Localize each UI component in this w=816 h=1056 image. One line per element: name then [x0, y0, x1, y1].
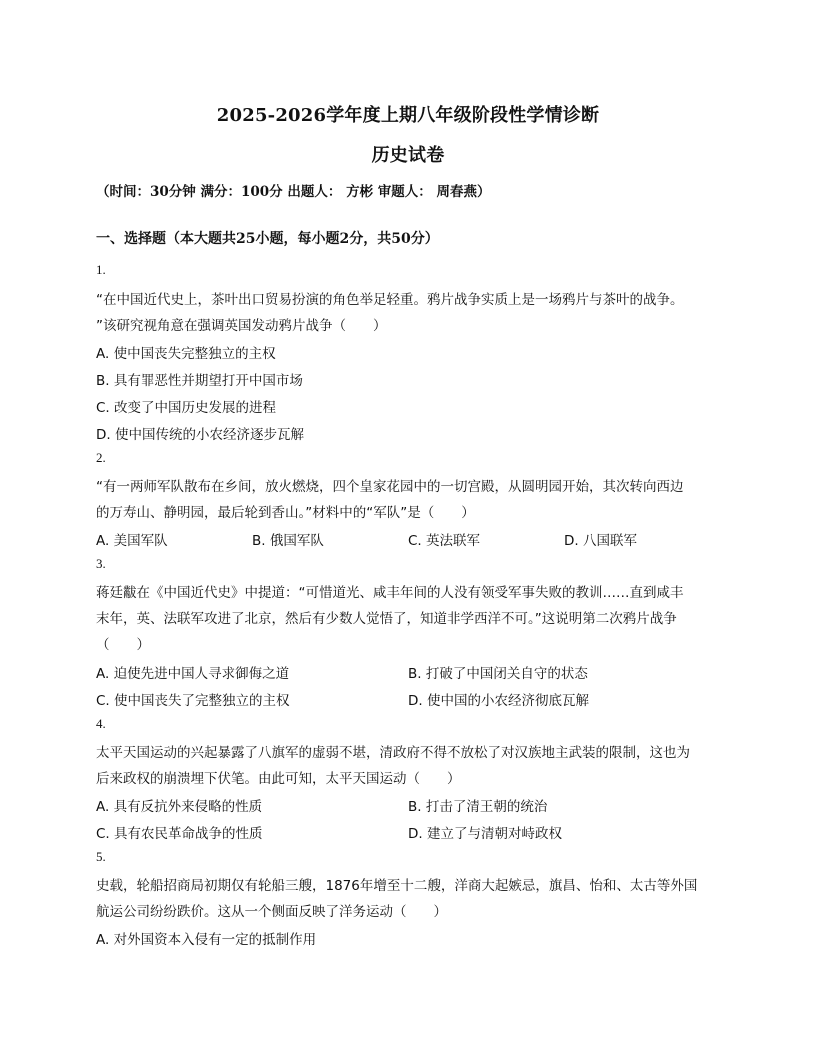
- question-number: 5.: [96, 849, 106, 864]
- question-stem-line: 后来政权的崩溃埋下伏笔。由此可知，太平天国运动（ ）: [96, 771, 461, 787]
- question-stem-line: 史载，轮船招商局初期仅有轮船三艘，1876年增至十二艘，洋商大起嫉忌，旗昌、怡和、太古等外国: [96, 878, 698, 894]
- question-number: 1.: [96, 262, 106, 277]
- question-stem-line: 末年，英、法联军攻进了北京，然后有少数人觉悟了，知道非学西洋不可。”这说明第二次鸦片战争: [96, 611, 677, 627]
- question-stem-line: “在中国近代史上，茶叶出口贸易扮演的角色举足轻重。鸦片战争实质上是一场鸦片与茶叶的战争。: [96, 292, 684, 308]
- exam-subject: 历史试卷: [371, 145, 445, 166]
- question-number: 3.: [96, 556, 106, 571]
- question-stem-line: 的万寿山、静明园，最后轮到香山。”材料中的“军队”是（ ）: [96, 505, 475, 521]
- option-c[interactable]: C. 改变了中国历史发展的进程: [96, 400, 277, 416]
- option-a[interactable]: A. 美国军队: [96, 533, 168, 549]
- option-b[interactable]: B. 打击了清王朝的统治: [408, 799, 548, 815]
- question-stem-line: 蒋廷黻在《中国近代史》中提道：“可惜道光、咸丰年间的人没有领受军事失败的教训……直到咸丰: [96, 585, 684, 601]
- option-d[interactable]: D. 八国联军: [564, 533, 637, 549]
- exam-meta: （时间：30分钟 满分：100分 出题人： 方彬 审题人： 周春燕）: [96, 184, 491, 200]
- question-stem-line: 航运公司纷纷跌价。这从一个侧面反映了洋务运动（ ）: [96, 904, 447, 920]
- option-a[interactable]: A. 使中国丧失完整独立的主权: [96, 346, 276, 362]
- question-stem-line: 太平天国运动的兴起暴露了八旗军的虚弱不堪，清政府不得不放松了对汉族地主武装的限制，这也为: [96, 745, 690, 761]
- option-b[interactable]: B. 俄国军队: [252, 533, 324, 549]
- option-d[interactable]: D. 使中国传统的小农经济逐步瓦解: [96, 427, 304, 443]
- option-c[interactable]: C. 具有农民革命战争的性质: [96, 826, 263, 842]
- exam-title: 2025-2026学年度上期八年级阶段性学情诊断: [216, 105, 600, 126]
- question-stem-line: （ ）: [96, 637, 150, 653]
- option-c[interactable]: C. 使中国丧失了完整独立的主权: [96, 693, 290, 709]
- option-d[interactable]: D. 建立了与清朝对峙政权: [408, 826, 562, 842]
- option-c[interactable]: C. 英法联军: [408, 533, 481, 549]
- section-heading: 一、选择题（本大题共25小题，每小题2分，共50分）: [96, 231, 439, 247]
- option-a[interactable]: A. 迫使先进中国人寻求御侮之道: [96, 666, 290, 682]
- option-b[interactable]: B. 具有罪恶性并期望打开中国市场: [96, 373, 303, 389]
- option-a[interactable]: A. 对外国资本入侵有一定的抵制作用: [96, 932, 317, 948]
- option-b[interactable]: B. 打破了中国闭关自守的状态: [408, 666, 588, 682]
- question-stem-line: ”该研究视角意在强调英国发动鸦片战争（ ）: [96, 318, 387, 334]
- question-number: 2.: [96, 450, 106, 465]
- question-number: 4.: [96, 716, 106, 731]
- option-d[interactable]: D. 使中国的小农经济彻底瓦解: [408, 693, 589, 709]
- option-a[interactable]: A. 具有反抗外来侵略的性质: [96, 799, 263, 815]
- question-stem-line: “有一两师军队散布在乡间，放火燃烧，四个皇家花园中的一切宫殿，从圆明园开始，其次转向西边: [96, 479, 684, 495]
